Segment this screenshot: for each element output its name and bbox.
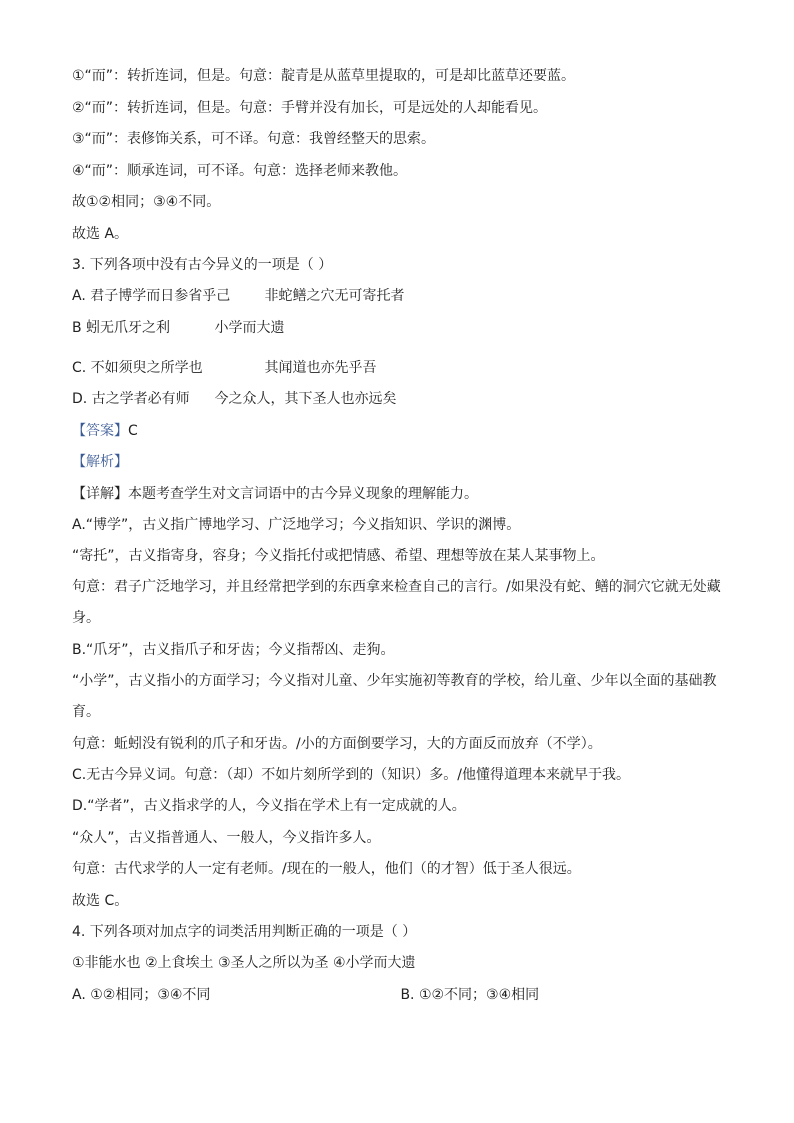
analysis-line: 句意：古代求学的人一定有老师。/现在的一般人，他们（的才智）低于圣人很远。 <box>72 861 581 877</box>
detail-line <box>72 485 722 503</box>
analysis-line: “小学”，古义指小的方面学习；今义指对儿童、少年实施初等教育的学校，给儿童、少年以全面的基础教育。 <box>72 673 717 720</box>
q3-option-d-left: D. 古之学者必有师 <box>72 391 190 407</box>
q3-option-c-right: 其闻道也亦先乎吾 <box>264 360 377 376</box>
analysis-line: D.“学者”，古义指求学的人，今义指在学术上有一定成就的人。 <box>72 798 466 814</box>
q3-option-d-right: 今之众人，其下圣人也亦远矣 <box>214 391 397 407</box>
analysis-line: C.无古今异义词。句意：（却）不如片刻所学到的（知识）多。/他懂得道理本来就早于我。 <box>72 767 630 783</box>
analysis-line: 句意：蚯蚓没有锐利的爪子和牙齿。/小的方面倒要学习，大的方面反而放弃（不学）。 <box>72 736 602 752</box>
intro-line: 故选 A。 <box>72 226 129 242</box>
detail-text: 本题考查学生对文言词语中的古今异义现象的理解能力。 <box>128 486 478 502</box>
q3-option-b-left: B 蚓无爪牙之利 <box>72 320 171 336</box>
q3-option-c-left: C. 不如须臾之所学也 <box>72 360 203 376</box>
analysis-line: B.“爪牙”，古义指爪子和牙齿；今义指帮凶、走狗。 <box>72 642 395 658</box>
analysis-line: 句意：君子广泛地学习，并且经常把学到的东西拿来检查自己的言行。/如果没有蛇、鳝的洞穴它就无处藏身。 <box>72 579 721 626</box>
q3-option-a-left: A. 君子博学而日参省乎己 <box>72 288 231 304</box>
q3-option-a <box>72 287 722 305</box>
intro-line: 故①②相同；③④不同。 <box>72 194 221 210</box>
intro-line: ④“而”：顺承连词，可不译。句意：选择老师来教他。 <box>72 163 408 179</box>
intro-line: ②“而”：转折连词，但是。句意：手臂并没有加长，可是远处的人却能看见。 <box>72 100 548 116</box>
q3-option-b-right: 小学而大遗 <box>214 320 285 336</box>
analysis-line: “众人”，古义指普通人、一般人，今义指许多人。 <box>72 830 381 846</box>
q4-option-b: B. ①②不同；③④相同 <box>400 987 540 1003</box>
detail-label: 【详解】 <box>72 486 128 502</box>
question-3-stem: 3. 下列各项中没有古今异义的一项是（ ） <box>72 257 333 273</box>
q3-option-b <box>72 319 722 337</box>
q4-option-a: A. ①②相同；③④不同 <box>72 987 211 1003</box>
q3-option-a-right: 非蛇鳝之穴无可寄托者 <box>264 288 405 304</box>
analysis-line: “寄托”，古义指寄身，容身；今义指托付或把情感、希望、理想等放在某人某事物上。 <box>72 548 605 564</box>
question-4-items: ①非能水也 ②上食埃土 ③圣人之所以为圣 ④小学而大遗 <box>72 955 416 971</box>
q3-option-c <box>72 359 722 377</box>
question-4-stem: 4. 下列各项对加点字的词类活用判断正确的一项是（ ） <box>72 924 417 940</box>
analysis-line: A.“博学”，古义指广博地学习、广泛地学习；今义指知识、学识的渊博。 <box>72 517 521 533</box>
intro-line: ③“而”：表修饰关系，可不译。句意：我曾经整天的思索。 <box>72 131 436 147</box>
answer-line <box>72 422 722 440</box>
intro-line: ①“而”：转折连词，但是。句意：靛青是从蓝草里提取的，可是却比蓝草还要蓝。 <box>72 68 576 84</box>
answer-value: C <box>128 423 138 439</box>
answer-label: 【答案】 <box>72 423 128 439</box>
analysis-line: 故选 C。 <box>72 893 129 909</box>
q3-option-d <box>72 390 722 408</box>
analysis-label: 【解析】 <box>72 454 128 470</box>
q4-options <box>72 986 722 1004</box>
